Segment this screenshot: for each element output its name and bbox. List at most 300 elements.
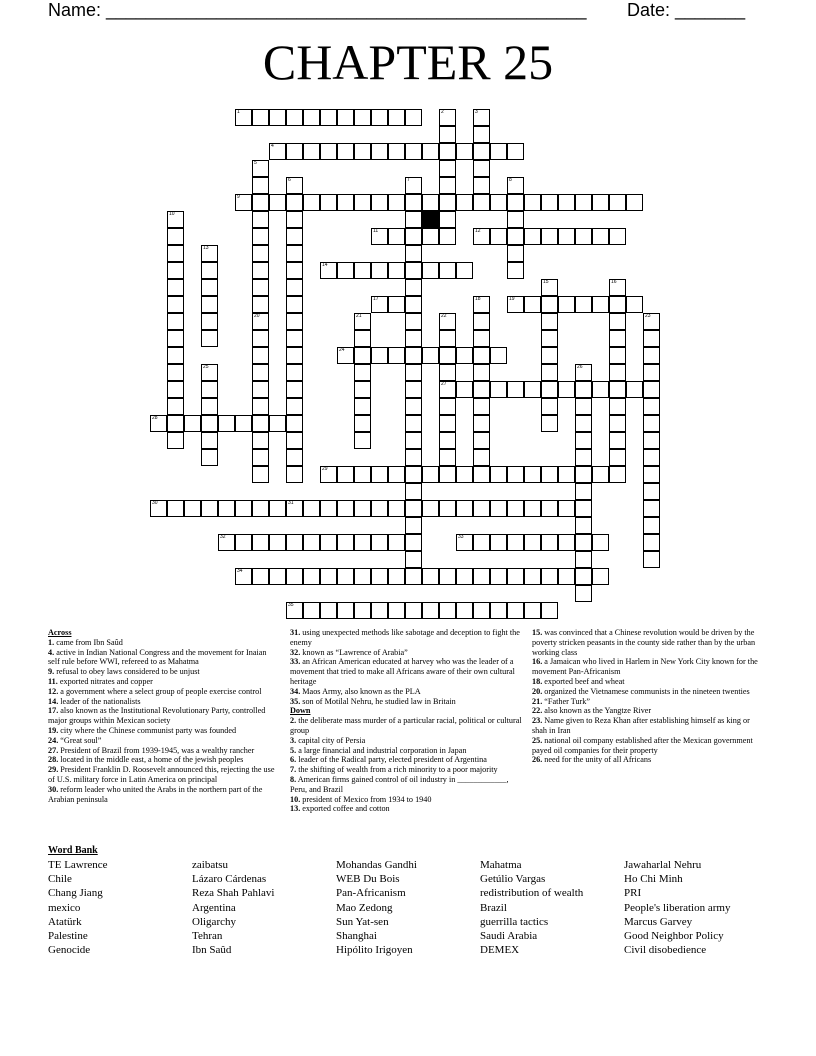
crossword-cell[interactable] bbox=[371, 568, 388, 585]
crossword-cell[interactable] bbox=[422, 347, 439, 364]
crossword-cell[interactable] bbox=[456, 194, 473, 211]
crossword-cell[interactable] bbox=[456, 568, 473, 585]
crossword-cell[interactable] bbox=[218, 500, 235, 517]
crossword-cell[interactable] bbox=[252, 313, 269, 330]
crossword-cell[interactable] bbox=[354, 262, 371, 279]
crossword-cell[interactable] bbox=[201, 449, 218, 466]
crossword-cell[interactable] bbox=[405, 279, 422, 296]
crossword-cell[interactable] bbox=[405, 568, 422, 585]
crossword-cell[interactable] bbox=[507, 602, 524, 619]
crossword-cell[interactable] bbox=[507, 466, 524, 483]
crossword-cell[interactable] bbox=[473, 415, 490, 432]
crossword-cell[interactable] bbox=[609, 228, 626, 245]
crossword-cell[interactable] bbox=[643, 330, 660, 347]
crossword-cell[interactable] bbox=[252, 109, 269, 126]
crossword-cell[interactable] bbox=[439, 330, 456, 347]
crossword-cell[interactable] bbox=[405, 381, 422, 398]
crossword-cell[interactable] bbox=[371, 466, 388, 483]
crossword-cell[interactable] bbox=[201, 381, 218, 398]
crossword-cell[interactable] bbox=[439, 466, 456, 483]
crossword-cell[interactable] bbox=[473, 330, 490, 347]
crossword-cell[interactable] bbox=[439, 228, 456, 245]
crossword-cell[interactable] bbox=[201, 313, 218, 330]
crossword-cell[interactable] bbox=[490, 602, 507, 619]
crossword-cell[interactable] bbox=[456, 500, 473, 517]
crossword-cell[interactable] bbox=[439, 415, 456, 432]
crossword-cell[interactable] bbox=[541, 415, 558, 432]
crossword-cell[interactable] bbox=[643, 500, 660, 517]
crossword-cell[interactable] bbox=[541, 398, 558, 415]
crossword-cell[interactable] bbox=[609, 466, 626, 483]
crossword-cell[interactable] bbox=[439, 364, 456, 381]
crossword-cell[interactable] bbox=[388, 296, 405, 313]
crossword-cell[interactable] bbox=[286, 449, 303, 466]
crossword-cell[interactable] bbox=[235, 568, 252, 585]
crossword-cell[interactable] bbox=[303, 109, 320, 126]
crossword-cell[interactable] bbox=[388, 228, 405, 245]
crossword-cell[interactable] bbox=[575, 228, 592, 245]
crossword-cell[interactable] bbox=[439, 143, 456, 160]
crossword-cell[interactable] bbox=[405, 330, 422, 347]
crossword-cell[interactable] bbox=[354, 109, 371, 126]
crossword-cell[interactable] bbox=[269, 568, 286, 585]
crossword-cell[interactable] bbox=[643, 381, 660, 398]
crossword-cell[interactable] bbox=[473, 364, 490, 381]
crossword-cell[interactable] bbox=[541, 602, 558, 619]
crossword-cell[interactable] bbox=[388, 602, 405, 619]
crossword-cell[interactable] bbox=[286, 568, 303, 585]
crossword-cell[interactable] bbox=[201, 364, 218, 381]
crossword-cell[interactable] bbox=[473, 500, 490, 517]
crossword-cell[interactable] bbox=[490, 381, 507, 398]
crossword-cell[interactable] bbox=[609, 449, 626, 466]
crossword-cell[interactable] bbox=[405, 364, 422, 381]
crossword-cell[interactable] bbox=[405, 398, 422, 415]
crossword-cell[interactable] bbox=[286, 211, 303, 228]
crossword-cell[interactable] bbox=[609, 432, 626, 449]
crossword-cell[interactable] bbox=[286, 398, 303, 415]
crossword-cell[interactable] bbox=[439, 347, 456, 364]
crossword-cell[interactable] bbox=[422, 194, 439, 211]
crossword-cell[interactable] bbox=[371, 602, 388, 619]
crossword-cell[interactable] bbox=[252, 568, 269, 585]
crossword-cell[interactable] bbox=[405, 347, 422, 364]
crossword-cell[interactable] bbox=[456, 143, 473, 160]
crossword-cell[interactable] bbox=[541, 330, 558, 347]
crossword-cell[interactable] bbox=[524, 534, 541, 551]
crossword-cell[interactable] bbox=[626, 296, 643, 313]
crossword-cell[interactable] bbox=[575, 449, 592, 466]
crossword-cell[interactable] bbox=[507, 381, 524, 398]
crossword-cell[interactable] bbox=[388, 568, 405, 585]
crossword-cell[interactable] bbox=[320, 143, 337, 160]
crossword-cell[interactable] bbox=[575, 466, 592, 483]
crossword-cell[interactable] bbox=[439, 194, 456, 211]
crossword-cell[interactable] bbox=[473, 126, 490, 143]
crossword-cell[interactable] bbox=[167, 313, 184, 330]
crossword-cell[interactable] bbox=[541, 228, 558, 245]
crossword-cell[interactable] bbox=[354, 466, 371, 483]
crossword-cell[interactable] bbox=[252, 432, 269, 449]
crossword-cell[interactable] bbox=[337, 466, 354, 483]
crossword-cell[interactable] bbox=[643, 415, 660, 432]
crossword-cell[interactable] bbox=[252, 534, 269, 551]
crossword-cell[interactable] bbox=[609, 415, 626, 432]
crossword-cell[interactable] bbox=[252, 500, 269, 517]
crossword-cell[interactable] bbox=[218, 534, 235, 551]
crossword-cell[interactable] bbox=[252, 194, 269, 211]
crossword-cell[interactable] bbox=[490, 228, 507, 245]
crossword-cell[interactable] bbox=[286, 296, 303, 313]
crossword-cell[interactable] bbox=[473, 296, 490, 313]
crossword-cell[interactable] bbox=[524, 500, 541, 517]
crossword-cell[interactable] bbox=[167, 398, 184, 415]
crossword-cell[interactable] bbox=[405, 245, 422, 262]
crossword-cell[interactable] bbox=[439, 126, 456, 143]
crossword-cell[interactable] bbox=[235, 534, 252, 551]
crossword-cell[interactable] bbox=[575, 483, 592, 500]
crossword-cell[interactable] bbox=[354, 415, 371, 432]
crossword-cell[interactable] bbox=[439, 109, 456, 126]
crossword-cell[interactable] bbox=[371, 347, 388, 364]
crossword-cell[interactable] bbox=[524, 296, 541, 313]
crossword-cell[interactable] bbox=[337, 534, 354, 551]
crossword-cell[interactable] bbox=[405, 143, 422, 160]
crossword-cell[interactable] bbox=[167, 347, 184, 364]
crossword-cell[interactable] bbox=[541, 568, 558, 585]
crossword-cell[interactable] bbox=[320, 500, 337, 517]
crossword-cell[interactable] bbox=[167, 262, 184, 279]
crossword-cell[interactable] bbox=[643, 466, 660, 483]
crossword-cell[interactable] bbox=[388, 347, 405, 364]
crossword-cell[interactable] bbox=[388, 500, 405, 517]
crossword-cell[interactable] bbox=[320, 568, 337, 585]
crossword-cell[interactable] bbox=[337, 143, 354, 160]
crossword-cell[interactable] bbox=[388, 143, 405, 160]
crossword-cell[interactable] bbox=[422, 568, 439, 585]
crossword-cell[interactable] bbox=[167, 245, 184, 262]
crossword-cell[interactable] bbox=[507, 194, 524, 211]
crossword-cell[interactable] bbox=[320, 466, 337, 483]
crossword-cell[interactable] bbox=[575, 381, 592, 398]
crossword-cell[interactable] bbox=[201, 415, 218, 432]
crossword-cell[interactable] bbox=[609, 296, 626, 313]
crossword-cell[interactable] bbox=[167, 279, 184, 296]
crossword-cell[interactable] bbox=[354, 568, 371, 585]
crossword-cell[interactable] bbox=[524, 381, 541, 398]
crossword-cell[interactable] bbox=[252, 160, 269, 177]
crossword-cell[interactable] bbox=[643, 364, 660, 381]
crossword-cell[interactable] bbox=[439, 160, 456, 177]
crossword-cell[interactable] bbox=[303, 500, 320, 517]
crossword-cell[interactable] bbox=[286, 381, 303, 398]
crossword-cell[interactable] bbox=[592, 228, 609, 245]
crossword-cell[interactable] bbox=[575, 568, 592, 585]
crossword-cell[interactable] bbox=[354, 602, 371, 619]
crossword-cell[interactable] bbox=[473, 466, 490, 483]
crossword-cell[interactable] bbox=[286, 415, 303, 432]
crossword-cell[interactable] bbox=[575, 551, 592, 568]
crossword-cell[interactable] bbox=[286, 262, 303, 279]
crossword-cell[interactable] bbox=[541, 279, 558, 296]
crossword-cell[interactable] bbox=[337, 194, 354, 211]
crossword-cell[interactable] bbox=[592, 568, 609, 585]
crossword-cell[interactable] bbox=[252, 415, 269, 432]
crossword-cell[interactable] bbox=[643, 517, 660, 534]
crossword-cell[interactable] bbox=[286, 177, 303, 194]
crossword-cell[interactable] bbox=[269, 194, 286, 211]
crossword-cell[interactable] bbox=[609, 398, 626, 415]
crossword-cell[interactable] bbox=[575, 534, 592, 551]
crossword-cell[interactable] bbox=[252, 347, 269, 364]
crossword-cell[interactable] bbox=[473, 160, 490, 177]
crossword-cell[interactable] bbox=[609, 194, 626, 211]
crossword-cell[interactable] bbox=[422, 143, 439, 160]
crossword-cell[interactable] bbox=[150, 415, 167, 432]
name-line[interactable]: Name: ________________________________________________ bbox=[48, 0, 587, 20]
crossword-cell[interactable] bbox=[609, 330, 626, 347]
crossword-cell[interactable] bbox=[252, 211, 269, 228]
crossword-cell[interactable] bbox=[609, 313, 626, 330]
crossword-cell[interactable] bbox=[643, 483, 660, 500]
crossword-cell[interactable] bbox=[286, 143, 303, 160]
crossword-cell[interactable] bbox=[490, 466, 507, 483]
crossword-cell[interactable] bbox=[524, 602, 541, 619]
crossword-cell[interactable] bbox=[252, 177, 269, 194]
crossword-cell[interactable] bbox=[388, 109, 405, 126]
crossword-cell[interactable] bbox=[541, 534, 558, 551]
crossword-cell[interactable] bbox=[524, 466, 541, 483]
crossword-cell[interactable] bbox=[422, 262, 439, 279]
crossword-cell[interactable] bbox=[524, 568, 541, 585]
crossword-cell[interactable] bbox=[371, 500, 388, 517]
crossword-cell[interactable] bbox=[575, 194, 592, 211]
crossword-cell[interactable] bbox=[473, 143, 490, 160]
crossword-cell[interactable] bbox=[456, 466, 473, 483]
crossword-cell[interactable] bbox=[473, 602, 490, 619]
crossword-cell[interactable] bbox=[507, 262, 524, 279]
crossword-cell[interactable] bbox=[507, 143, 524, 160]
crossword-cell[interactable] bbox=[201, 279, 218, 296]
crossword-cell[interactable] bbox=[405, 500, 422, 517]
crossword-cell[interactable] bbox=[167, 228, 184, 245]
crossword-cell[interactable] bbox=[541, 347, 558, 364]
crossword-cell[interactable] bbox=[609, 347, 626, 364]
crossword-cell[interactable] bbox=[354, 330, 371, 347]
crossword-cell[interactable] bbox=[184, 415, 201, 432]
crossword-cell[interactable] bbox=[235, 415, 252, 432]
crossword-cell[interactable] bbox=[439, 432, 456, 449]
crossword-cell[interactable] bbox=[541, 296, 558, 313]
crossword-cell[interactable] bbox=[354, 313, 371, 330]
crossword-cell[interactable] bbox=[524, 194, 541, 211]
crossword-cell[interactable] bbox=[388, 262, 405, 279]
crossword-cell[interactable] bbox=[643, 449, 660, 466]
crossword-cell[interactable] bbox=[439, 500, 456, 517]
crossword-cell[interactable] bbox=[558, 466, 575, 483]
crossword-cell[interactable] bbox=[303, 602, 320, 619]
crossword-cell[interactable] bbox=[252, 398, 269, 415]
crossword-cell[interactable] bbox=[371, 143, 388, 160]
crossword-cell[interactable] bbox=[286, 534, 303, 551]
crossword-cell[interactable] bbox=[286, 432, 303, 449]
crossword-cell[interactable] bbox=[541, 500, 558, 517]
crossword-cell[interactable] bbox=[286, 228, 303, 245]
crossword-cell[interactable] bbox=[303, 534, 320, 551]
crossword-cell[interactable] bbox=[388, 194, 405, 211]
crossword-cell[interactable] bbox=[337, 109, 354, 126]
crossword-cell[interactable] bbox=[558, 568, 575, 585]
crossword-cell[interactable] bbox=[575, 415, 592, 432]
crossword-cell[interactable] bbox=[252, 296, 269, 313]
crossword-cell[interactable] bbox=[405, 517, 422, 534]
crossword-cell[interactable] bbox=[439, 211, 456, 228]
crossword-cell[interactable] bbox=[286, 194, 303, 211]
crossword-cell[interactable] bbox=[575, 500, 592, 517]
crossword-cell[interactable] bbox=[422, 228, 439, 245]
crossword-cell[interactable] bbox=[286, 500, 303, 517]
crossword-cell[interactable] bbox=[371, 109, 388, 126]
crossword-cell[interactable] bbox=[575, 585, 592, 602]
crossword-cell[interactable] bbox=[201, 245, 218, 262]
crossword-cell[interactable] bbox=[609, 364, 626, 381]
crossword-cell[interactable] bbox=[422, 500, 439, 517]
crossword-cell[interactable] bbox=[609, 381, 626, 398]
crossword-cell[interactable] bbox=[252, 228, 269, 245]
crossword-cell[interactable] bbox=[456, 262, 473, 279]
crossword-cell[interactable] bbox=[354, 347, 371, 364]
crossword-cell[interactable] bbox=[354, 500, 371, 517]
crossword-cell[interactable] bbox=[167, 364, 184, 381]
date-line[interactable]: Date: _______ bbox=[627, 0, 746, 20]
crossword-cell[interactable] bbox=[405, 177, 422, 194]
crossword-cell[interactable] bbox=[201, 296, 218, 313]
crossword-cell[interactable] bbox=[405, 483, 422, 500]
crossword-cell[interactable] bbox=[184, 500, 201, 517]
crossword-cell[interactable] bbox=[473, 432, 490, 449]
crossword-cell[interactable] bbox=[558, 228, 575, 245]
crossword-cell[interactable] bbox=[269, 415, 286, 432]
crossword-cell[interactable] bbox=[337, 347, 354, 364]
crossword-cell[interactable] bbox=[456, 534, 473, 551]
crossword-cell[interactable] bbox=[473, 109, 490, 126]
crossword-cell[interactable] bbox=[439, 177, 456, 194]
crossword-cell[interactable] bbox=[490, 347, 507, 364]
crossword-cell[interactable] bbox=[337, 500, 354, 517]
crossword-cell[interactable] bbox=[558, 296, 575, 313]
crossword-cell[interactable] bbox=[473, 381, 490, 398]
crossword-cell[interactable] bbox=[507, 296, 524, 313]
crossword-cell[interactable] bbox=[252, 279, 269, 296]
crossword-cell[interactable] bbox=[371, 228, 388, 245]
crossword-cell[interactable] bbox=[218, 415, 235, 432]
crossword-cell[interactable] bbox=[269, 109, 286, 126]
crossword-cell[interactable] bbox=[303, 143, 320, 160]
crossword-cell[interactable] bbox=[456, 347, 473, 364]
crossword-cell[interactable] bbox=[490, 194, 507, 211]
crossword-cell[interactable] bbox=[252, 466, 269, 483]
crossword-cell[interactable] bbox=[541, 194, 558, 211]
crossword-cell[interactable] bbox=[473, 313, 490, 330]
crossword-cell[interactable] bbox=[490, 143, 507, 160]
crossword-cell[interactable] bbox=[201, 330, 218, 347]
crossword-cell[interactable] bbox=[405, 228, 422, 245]
crossword-cell[interactable] bbox=[507, 177, 524, 194]
crossword-cell[interactable] bbox=[337, 602, 354, 619]
crossword-cell[interactable] bbox=[609, 279, 626, 296]
crossword-cell[interactable] bbox=[473, 534, 490, 551]
crossword-cell[interactable] bbox=[286, 245, 303, 262]
crossword-cell[interactable] bbox=[405, 466, 422, 483]
crossword-cell[interactable] bbox=[167, 432, 184, 449]
crossword-cell[interactable] bbox=[439, 262, 456, 279]
crossword-cell[interactable] bbox=[235, 500, 252, 517]
crossword-cell[interactable] bbox=[626, 194, 643, 211]
crossword-cell[interactable] bbox=[269, 143, 286, 160]
crossword-cell[interactable] bbox=[252, 449, 269, 466]
crossword-cell[interactable] bbox=[490, 534, 507, 551]
crossword-cell[interactable] bbox=[592, 534, 609, 551]
crossword-cell[interactable] bbox=[439, 381, 456, 398]
crossword-cell[interactable] bbox=[286, 109, 303, 126]
crossword-cell[interactable] bbox=[507, 534, 524, 551]
crossword-cell[interactable] bbox=[558, 500, 575, 517]
crossword-cell[interactable] bbox=[575, 364, 592, 381]
crossword-cell[interactable] bbox=[405, 211, 422, 228]
crossword-cell[interactable] bbox=[320, 262, 337, 279]
crossword-cell[interactable] bbox=[286, 330, 303, 347]
crossword-cell[interactable] bbox=[286, 313, 303, 330]
crossword-cell[interactable] bbox=[286, 279, 303, 296]
crossword-cell[interactable] bbox=[303, 194, 320, 211]
crossword-cell[interactable] bbox=[167, 330, 184, 347]
crossword-cell[interactable] bbox=[558, 534, 575, 551]
crossword-cell[interactable] bbox=[439, 449, 456, 466]
crossword-cell[interactable] bbox=[643, 347, 660, 364]
crossword-cell[interactable] bbox=[473, 228, 490, 245]
crossword-cell[interactable] bbox=[490, 568, 507, 585]
crossword-cell[interactable] bbox=[439, 602, 456, 619]
crossword-cell[interactable] bbox=[388, 534, 405, 551]
crossword-cell[interactable] bbox=[167, 211, 184, 228]
crossword-cell[interactable] bbox=[167, 415, 184, 432]
crossword-cell[interactable] bbox=[473, 568, 490, 585]
crossword-cell[interactable] bbox=[558, 194, 575, 211]
crossword-cell[interactable] bbox=[167, 381, 184, 398]
crossword-cell[interactable] bbox=[575, 517, 592, 534]
crossword-cell[interactable] bbox=[643, 534, 660, 551]
crossword-cell[interactable] bbox=[371, 534, 388, 551]
crossword-cell[interactable] bbox=[473, 194, 490, 211]
crossword-cell[interactable] bbox=[592, 296, 609, 313]
crossword-cell[interactable] bbox=[252, 330, 269, 347]
crossword-cell[interactable] bbox=[456, 602, 473, 619]
crossword-cell[interactable] bbox=[473, 449, 490, 466]
crossword-cell[interactable] bbox=[354, 381, 371, 398]
crossword-cell[interactable] bbox=[405, 194, 422, 211]
crossword-cell[interactable] bbox=[320, 602, 337, 619]
crossword-cell[interactable] bbox=[473, 177, 490, 194]
crossword-cell[interactable] bbox=[201, 432, 218, 449]
crossword-cell[interactable] bbox=[167, 500, 184, 517]
crossword-cell[interactable] bbox=[354, 432, 371, 449]
crossword-cell[interactable] bbox=[507, 211, 524, 228]
crossword-cell[interactable] bbox=[405, 432, 422, 449]
crossword-cell[interactable] bbox=[439, 568, 456, 585]
crossword-cell[interactable] bbox=[354, 194, 371, 211]
crossword-cell[interactable] bbox=[235, 109, 252, 126]
crossword-cell[interactable] bbox=[575, 432, 592, 449]
